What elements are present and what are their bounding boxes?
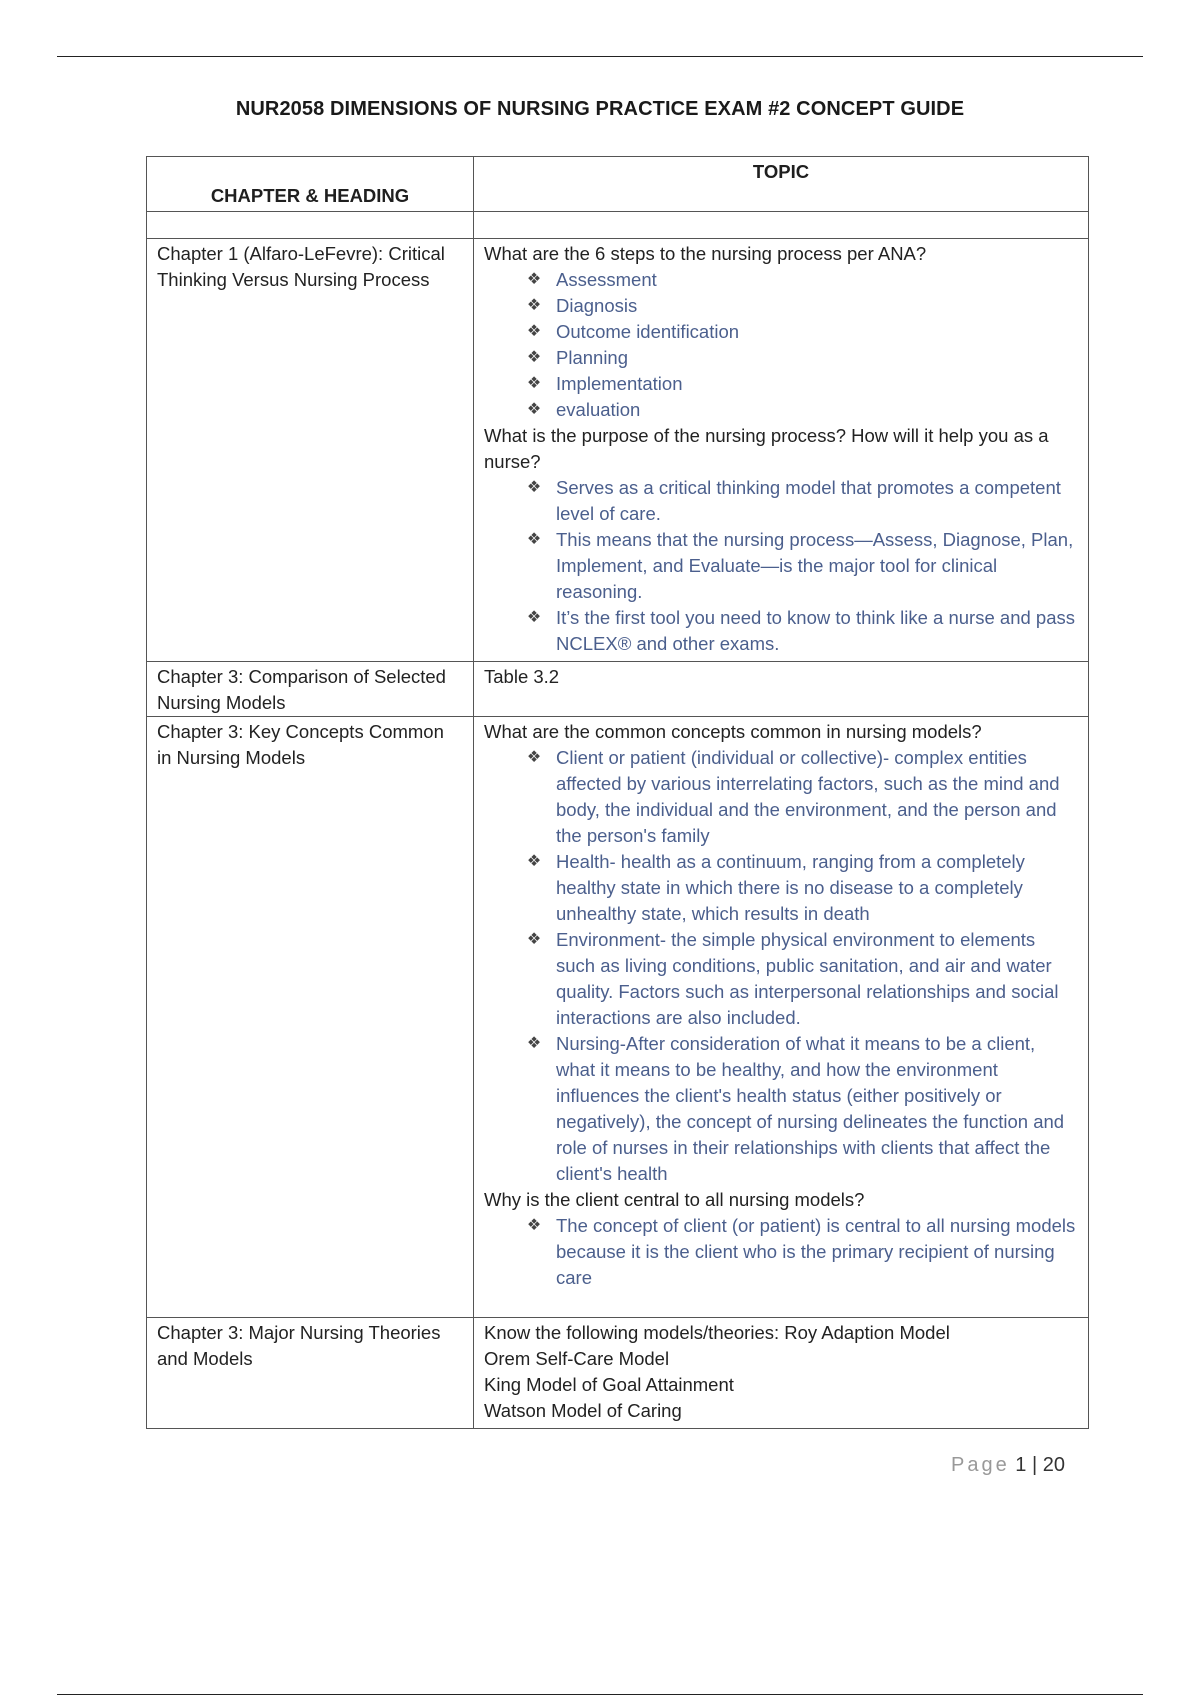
answer-text: Environment- the simple physical environment to elements such as living conditions, public sanitation, and air and water quality. Factors such as interpersonal relationships and social interactions are also included. <box>556 929 1059 1028</box>
answer-text: The concept of client (or patient) is central to all nursing models because it is the client who is the primary recipient of nursing care <box>556 1215 1076 1288</box>
answer-list <box>484 475 1078 657</box>
diamond-bullet-icon: ❖ <box>526 401 542 418</box>
model-line: Know the following models/theories: Roy Adaption Model <box>484 1322 950 1343</box>
answer-text: Diagnosis <box>556 295 638 316</box>
answer-text: Nursing-After consideration of what it means to be a client, what it means to be healthy, and how the environment influences the client's health status (either positively or negatively), the concept of nursing delineates the function and role of nurses in their relationships with clients that affect the client's health <box>556 1033 1065 1184</box>
question: What is the purpose of the nursing process? How will it help you as a nurse? <box>484 425 1049 472</box>
diamond-bullet-icon: ❖ <box>526 531 542 548</box>
header-rule <box>57 56 1143 57</box>
diamond-bullet-icon: ❖ <box>526 349 542 366</box>
spacer-cell <box>474 212 1089 239</box>
header-chapter-heading: CHAPTER & HEADING <box>210 185 410 206</box>
page-current: 1 <box>1015 1454 1027 1476</box>
list-item <box>524 475 1078 527</box>
header-topic: TOPIC <box>752 161 810 182</box>
spacer-cell <box>147 212 474 239</box>
diamond-bullet-icon: ❖ <box>526 609 542 626</box>
diamond-bullet-icon: ❖ <box>526 749 542 766</box>
answer-text: Outcome identification <box>556 321 740 342</box>
page-separator: | <box>1031 1454 1038 1476</box>
page-total: 20 <box>1042 1454 1065 1476</box>
topic-text: Table 3.2 <box>484 666 560 687</box>
answer-text: This means that the nursing process—Assess, Diagnose, Plan, Implement, and Evaluate—is the major tool for clinical reasoning. <box>556 529 1074 602</box>
table-spacer-row <box>147 212 1089 239</box>
chapter-cell: Chapter 3: Key Concepts Common in Nursing Models <box>147 717 474 1318</box>
table-row <box>147 1318 1089 1429</box>
answer-text: Planning <box>556 347 629 368</box>
model-line: Watson Model of Caring <box>484 1400 682 1421</box>
topic-cell <box>474 239 1089 662</box>
question: What are the 6 steps to the nursing process per ANA? <box>484 243 927 264</box>
concept-guide-table <box>146 156 1089 1429</box>
list-item <box>524 319 1078 345</box>
list-item <box>524 345 1078 371</box>
diamond-bullet-icon: ❖ <box>526 375 542 392</box>
list-item <box>524 849 1078 927</box>
model-line: King Model of Goal Attainment <box>484 1374 734 1395</box>
diamond-bullet-icon: ❖ <box>526 297 542 314</box>
answer-text: Client or patient (individual or collective)- complex entities affected by various interrelating factors, such as the mind and body, the individual and the environment, and the person and the person's family <box>556 747 1060 846</box>
chapter-cell: Chapter 3: Comparison of Selected Nursing Models <box>147 662 474 717</box>
answer-text: Implementation <box>556 373 683 394</box>
document-title: NUR2058 DIMENSIONS OF NURSING PRACTICE EXAM #2 CONCEPT GUIDE <box>235 98 965 120</box>
answer-text: Health- health as a continuum, ranging from a completely healthy state in which there is no disease to a completely unhealthy state, which results in death <box>556 851 1025 924</box>
footer-rule <box>57 1694 1143 1695</box>
list-item <box>524 745 1078 849</box>
list-item <box>524 927 1078 1031</box>
answer-text: It’s the first tool you need to know to think like a nurse and pass NCLEX® and other exams. <box>556 607 1075 654</box>
table-row <box>147 717 1089 1318</box>
list-item <box>524 397 1078 423</box>
answer-list <box>484 267 1078 423</box>
table-row <box>147 239 1089 662</box>
question: Why is the client central to all nursing models? <box>484 1189 865 1210</box>
table-row <box>147 662 1089 717</box>
chapter-cell: Chapter 1 (Alfaro-LeFevre): Critical Thinking Versus Nursing Process <box>147 239 474 662</box>
page-number <box>920 1454 1065 1477</box>
diamond-bullet-icon: ❖ <box>526 931 542 948</box>
list-item <box>524 605 1078 657</box>
header-chapter-cell <box>147 157 474 212</box>
diamond-bullet-icon: ❖ <box>526 271 542 288</box>
chapter-cell: Chapter 3: Major Nursing Theories and Models <box>147 1318 474 1429</box>
header-topic-cell <box>474 157 1089 212</box>
list-item <box>524 1213 1078 1291</box>
answer-list <box>484 1213 1078 1291</box>
answer-list <box>484 745 1078 1187</box>
list-item <box>524 371 1078 397</box>
diamond-bullet-icon: ❖ <box>526 479 542 496</box>
topic-cell <box>474 1318 1089 1429</box>
list-item <box>524 527 1078 605</box>
answer-text: Assessment <box>556 269 657 290</box>
list-item <box>524 293 1078 319</box>
diamond-bullet-icon: ❖ <box>526 323 542 340</box>
list-item <box>524 1031 1078 1187</box>
question: What are the common concepts common in nursing models? <box>484 721 982 742</box>
topic-cell <box>474 717 1089 1318</box>
diamond-bullet-icon: ❖ <box>526 1035 542 1052</box>
table-header-row <box>147 157 1089 212</box>
topic-cell <box>474 662 1089 717</box>
page-label: Page <box>951 1454 1010 1476</box>
model-line: Orem Self-Care Model <box>484 1348 670 1369</box>
answer-text: evaluation <box>556 399 641 420</box>
list-item <box>524 267 1078 293</box>
answer-text: Serves as a critical thinking model that promotes a competent level of care. <box>556 477 1061 524</box>
diamond-bullet-icon: ❖ <box>526 1217 542 1234</box>
diamond-bullet-icon: ❖ <box>526 853 542 870</box>
